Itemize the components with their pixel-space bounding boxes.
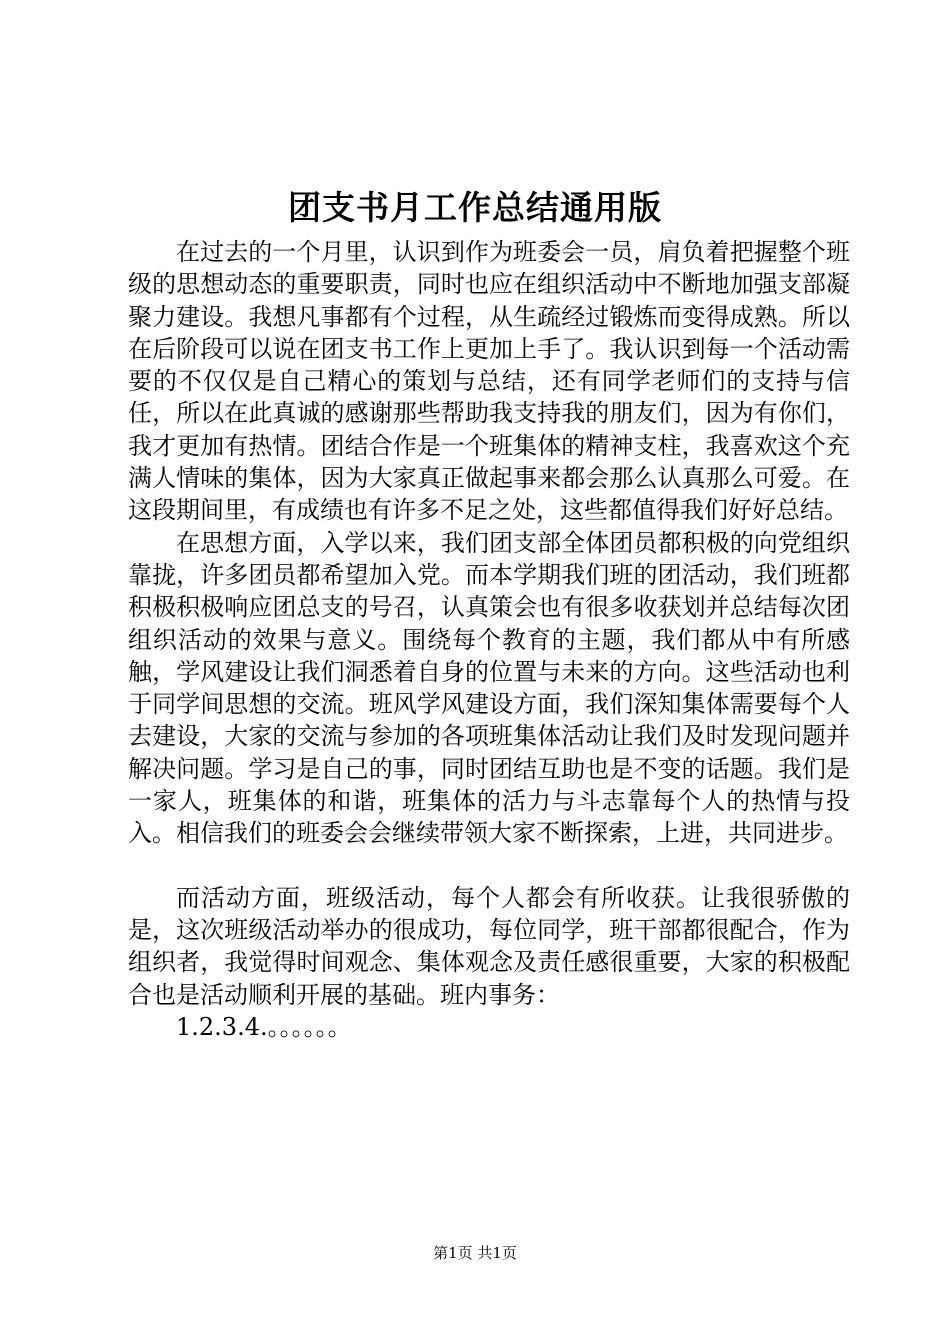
paragraph-activities: 而活动方面，班级活动，每个人都会有所收获。让我很骄傲的是，这次班级活动举办的很成功，每位同学，班干部都很配合，作为组织者，我觉得时间观念、集体观念及责任感很重要，大家的积极配合也是活动顺利开展的基础。班内事务： (128, 883, 850, 1009)
paragraph-spacer (128, 850, 850, 882)
document-title: 团支书月工作总结通用版 (288, 188, 662, 227)
page-footer: 第1页 共1页 (433, 1244, 517, 1262)
paragraph-list: 1.2.3.4.。。。。。。 (176, 1012, 352, 1041)
paragraph-thought: 在思想方面，入学以来，我们团支部全体团员都积极的向党组织靠拢，许多团员都希望加入党。而本学期我们班的团活动，我们班都积极积极响应团总支的号召，认真策会也有很多收获划并总结每次团组织活动的效果与意义。围绕每个教育的主题，我们都从中有所感触，学风建设让我们洞悉着自身的位置与未来的方向。这些活动也利于同学间思想的交流。班风学风建设方面，我们深知集体需要每个人去建设，大家的交流与参加的各项班集体活动让我们及时发现问题并解决问题。学习是自己的事，同时团结互助也是不变的话题。我们是一家人，班集体的和谐，班集体的活力与斗志靠每个人的热情与投入。相信我们的班委会会继续带领大家不断探索，上进，共同进步。 (128, 528, 850, 848)
document-body (128, 236, 850, 1043)
paragraph-intro: 在过去的一个月里，认识到作为班委会一员，肩负着把握整个班级的思想动态的重要职责，同时也应在组织活动中不断地加强支部凝聚力建设。我想凡事都有个过程，从生疏经过锻炼而变得成熟。所以在后阶段可以说在团支书工作上更加上手了。我认识到每一个活动需要的不仅仅是自己精心的策划与总结，还有同学老师们的支持与信任，所以在此真诚的感谢那些帮助我支持我的朋友们，因为有你们，我才更加有热情。团结合作是一个班集体的精神支柱，我喜欢这个充满人情味的集体，因为大家真正做起事来都会那么认真那么可爱。在这段期间里，有成绩也有许多不足之处，这些都值得我们好好总结。 (128, 238, 850, 525)
